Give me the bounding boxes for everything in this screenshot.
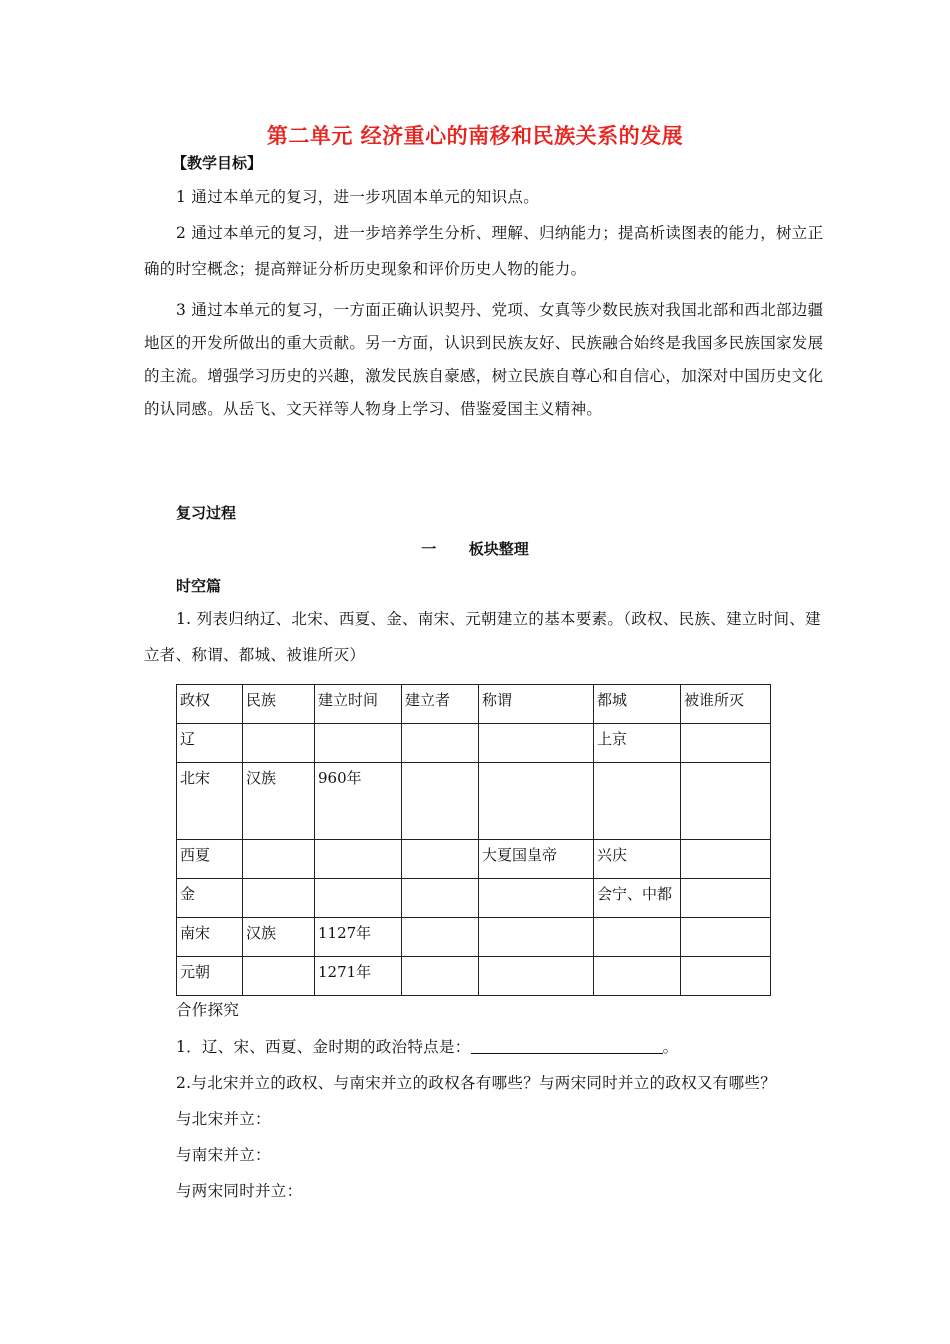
summary-table <box>176 684 771 996</box>
header-cell: 被谁所灭 <box>681 685 771 724</box>
table-cell: 北宋 <box>177 763 243 840</box>
table-row <box>177 763 771 840</box>
subsection-heading: 时空篇 <box>176 577 222 595</box>
with-both-song: 与两宋同时并立： <box>176 1182 303 1200</box>
table-cell <box>594 957 681 996</box>
coop-question-2: 2.与北宋并立的政权、与南宋并立的政权各有哪些？与两宋同时并立的政权又有哪些？ <box>176 1074 776 1092</box>
header-cell: 政权 <box>177 685 243 724</box>
table-cell <box>479 724 594 763</box>
section-title: 板块整理 <box>468 540 529 558</box>
objective-1: 1 通过本单元的复习，进一步巩固本单元的知识点。 <box>176 188 539 206</box>
table-cell <box>315 879 402 918</box>
table-cell <box>402 724 479 763</box>
header-cell: 称谓 <box>479 685 594 724</box>
table-cell <box>479 763 594 840</box>
header-cell: 都城 <box>594 685 681 724</box>
question-1: 1. 列表归纳辽、北宋、西夏、金、南宋、元朝建立的基本要素。（政权、民族、建立时间、建立者、称谓、都城、被谁所灭） <box>144 610 821 664</box>
table-cell: 上京 <box>594 724 681 763</box>
table-cell: 汉族 <box>243 763 315 840</box>
table-cell <box>681 918 771 957</box>
table-cell: 南宋 <box>177 918 243 957</box>
table-cell: 汉族 <box>243 918 315 957</box>
table-row <box>177 918 771 957</box>
table-cell <box>681 763 771 840</box>
process-heading: 复习过程 <box>176 504 237 522</box>
table-cell: 金 <box>177 879 243 918</box>
coop-question-1 <box>176 1035 678 1057</box>
table-cell <box>243 840 315 879</box>
objective-2: 2 通过本单元的复习，进一步培养学生分析、理解、归纳能力；提高析读图表的能力，树立正确的时空概念；提高辩证分析历史现象和评价历史人物的能力。 <box>144 224 824 278</box>
coop-question-1-text: 1．辽、宋、西夏、金时期的政治特点是： <box>176 1038 471 1056</box>
with-northern-song: 与北宋并立： <box>176 1110 271 1128</box>
table-cell <box>315 724 402 763</box>
table-cell <box>594 763 681 840</box>
answer-blank[interactable] <box>471 1039 663 1054</box>
table-cell: 1127年 <box>315 918 402 957</box>
coop-question-1-end: 。 <box>662 1038 679 1056</box>
table-cell <box>402 840 479 879</box>
table-cell <box>402 957 479 996</box>
table-cell <box>243 724 315 763</box>
with-southern-song: 与南宋并立： <box>176 1146 271 1164</box>
table-cell: 元朝 <box>177 957 243 996</box>
table-cell <box>402 763 479 840</box>
table-row <box>177 840 771 879</box>
table-cell <box>479 918 594 957</box>
table-cell <box>681 879 771 918</box>
table-cell <box>681 957 771 996</box>
table-cell <box>243 879 315 918</box>
table-row <box>177 957 771 996</box>
table-cell: 西夏 <box>177 840 243 879</box>
table-header-row <box>177 685 771 724</box>
table-cell: 兴庆 <box>594 840 681 879</box>
table-row <box>177 724 771 763</box>
page-title: 第二单元 经济重心的南移和民族关系的发展 <box>266 124 684 148</box>
objective-3: 3 通过本单元的复习，一方面正确认识契丹、党项、女真等少数民族对我国北部和西北部边疆地区的开发所做出的重大贡献。另一方面，认识到民族友好、民族融合始终是我国多民族国家发展的主流。增强学习历史的兴趣，激发民族自豪感，树立民族自尊心和自信心，加深对中国历史文化的认同感。从岳飞、文天祥等人物身上学习、借鉴爱国主义精神。 <box>144 301 824 418</box>
table-cell <box>315 840 402 879</box>
header-cell: 民族 <box>243 685 315 724</box>
section-number: 一 <box>421 540 437 558</box>
table-cell: 960年 <box>315 763 402 840</box>
table-cell: 大夏国皇帝 <box>479 840 594 879</box>
table-cell: 1271年 <box>315 957 402 996</box>
table-cell: 辽 <box>177 724 243 763</box>
table-row <box>177 879 771 918</box>
table-cell <box>402 879 479 918</box>
cooperation-heading: 合作探究 <box>176 1001 240 1019</box>
header-cell: 建立者 <box>402 685 479 724</box>
section-heading <box>0 538 950 559</box>
objectives-heading: 【教学目标】 <box>172 154 263 172</box>
table-cell <box>243 957 315 996</box>
table-cell <box>479 957 594 996</box>
table-cell: 会宁、中都 <box>594 879 681 918</box>
table-cell <box>594 918 681 957</box>
table-cell <box>479 879 594 918</box>
table-cell <box>681 840 771 879</box>
table-cell <box>681 724 771 763</box>
table-cell <box>402 918 479 957</box>
header-cell: 建立时间 <box>315 685 402 724</box>
